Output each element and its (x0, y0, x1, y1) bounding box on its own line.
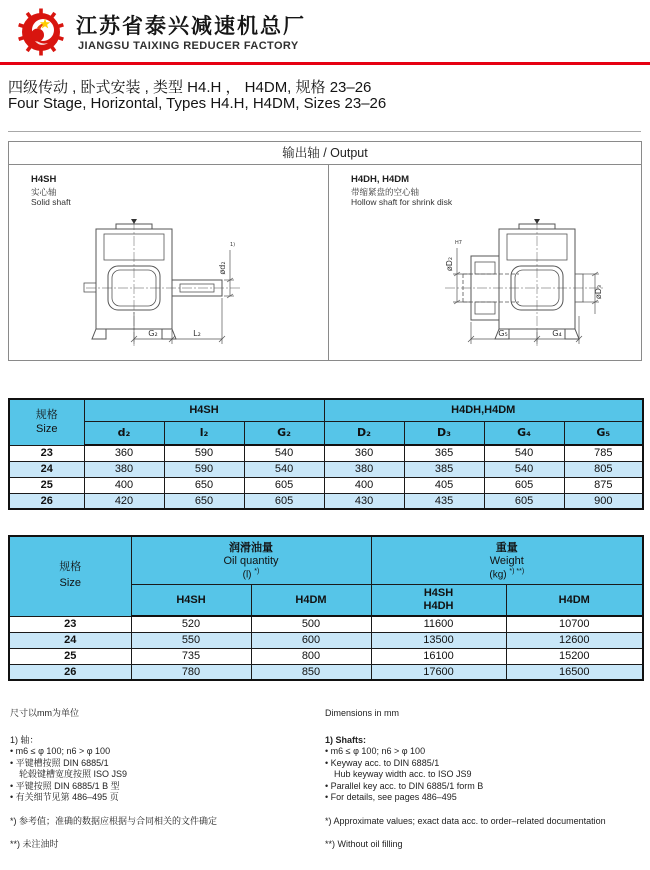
size-column-header: 规格 Size (9, 399, 84, 445)
col-header-l2: l₂ (164, 421, 244, 445)
dim-label-D2-tolerance: H7 (455, 240, 462, 246)
company-name-en: JIANGSU TAIXING REDUCER FACTORY (78, 40, 299, 52)
note-line: • 平键按照 DIN 6885/1 B 型 (10, 780, 120, 791)
table-row: 26 420 650 605 430 435 605 900 (9, 493, 643, 509)
dim-label-l2: L₂ (193, 329, 201, 338)
col-header-D3: D₃ (404, 421, 484, 445)
oil-weight-table (8, 535, 644, 681)
col-header-G5: G₅ (564, 421, 643, 445)
panel-h4dh-label-cn: 带缩紧盘的空心轴 (351, 187, 420, 197)
dimensions-table-wrap (8, 398, 644, 510)
note-line: **) 未注油时 (10, 839, 59, 849)
table-row: 26 780 850 17600 16500 (9, 664, 643, 680)
note-line: *) Approximate values; exact data acc. to order–related documentation (325, 815, 606, 826)
dim-label-g5: G₅ (498, 329, 508, 338)
col-header-G4: G₄ (484, 421, 564, 445)
size-column-header: 规格 Size (9, 536, 131, 616)
dim-note-1: 1) (230, 242, 236, 248)
note-line: • For details, see pages 486–495 (325, 792, 457, 802)
table-row: 25 400 650 605 400 405 605 875 (9, 477, 643, 493)
note-line: 轮毂键槽宽度按照 ISO JS9 (19, 769, 128, 779)
group-header-weight: 重量 Weight (kg) *) **) (371, 536, 643, 584)
dim-label-g4: G₄ (552, 329, 562, 338)
company-logo-gear-icon (14, 5, 68, 59)
note-line: • Keyway acc. to DIN 6885/1 (325, 757, 440, 768)
col-header-oil-h4sh: H4SH (131, 584, 251, 616)
note-line: **) Without oil filling (325, 839, 403, 849)
table-row: 25 735 800 16100 15200 (9, 648, 643, 664)
panel-h4dh-code: H4DH, H4DM (351, 174, 410, 185)
note-line: 尺寸以mm为单位 (10, 708, 79, 718)
note-line: • 有关细节见第 486–495 页 (10, 792, 119, 802)
panel-h4dh-label-en: Hollow shaft for shrink disk (351, 197, 453, 207)
col-header-oil-h4dm: H4DM (251, 584, 371, 616)
dim-label-D2: øD₂ (445, 256, 454, 272)
dim-label-g2: G₂ (148, 329, 158, 338)
col-header-weight-h4dm: H4DM (506, 584, 643, 616)
col-header-d2: d₂ (84, 421, 164, 445)
panel-h4dh-h4dm (329, 164, 641, 359)
note-line: Dimensions in mm (325, 708, 400, 718)
hollow-shaft-drawing (397, 216, 627, 356)
table-row: 23 520 500 11600 10700 (9, 616, 643, 632)
note-line: • m6 ≤ φ 100; n6 > φ 100 (325, 746, 426, 756)
col-header-g2: G₂ (244, 421, 324, 445)
panel-h4sh (9, 164, 328, 359)
dimensions-table (8, 398, 644, 510)
notes-cn (10, 708, 315, 851)
col-header-weight-h4sh-h4dh: H4SH H4DH (371, 584, 506, 616)
note-line: • 平键槽按照 DIN 6885/1 (10, 757, 109, 768)
output-section (8, 141, 642, 361)
panel-h4sh-label-cn: 实心轴 (31, 187, 57, 197)
table-row: 23 360 590 540 360 365 540 785 (9, 445, 643, 461)
notes-en (325, 708, 647, 851)
company-name-cn: 江苏省泰兴减速机总厂 (76, 15, 306, 38)
page-title-cn: 四级传动 , 卧式安装 , 类型 H4.H ， H4DM, 规格 23–26 (8, 79, 372, 96)
col-header-D2: D₂ (324, 421, 404, 445)
note-line: Hub keyway width acc. to ISO JS9 (334, 769, 472, 779)
note-line: *) 参考值；准确的数据应根据与合同相关的文件确定 (10, 815, 218, 826)
red-divider (0, 62, 650, 65)
table-row: 24 550 600 13500 12600 (9, 632, 643, 648)
output-section-title: 输出轴 / Output (9, 142, 641, 165)
note-line: 1) 轴： (10, 734, 39, 745)
dim-label-D3: øD₃ (594, 284, 603, 300)
group-header-h4sh: H4SH (84, 399, 324, 421)
table-row: 24 380 590 540 380 385 540 805 (9, 461, 643, 477)
panel-h4sh-label-en: Solid shaft (31, 197, 71, 207)
title-divider (8, 131, 641, 132)
page-title-en: Four Stage, Horizontal, Types H4.H, H4DM, Sizes 23–26 (8, 95, 387, 112)
note-line: • Parallel key acc. to DIN 6885/1 form B (325, 780, 484, 791)
note-line: 1) Shafts: (325, 734, 367, 745)
oil-weight-table-wrap (8, 535, 644, 681)
group-header-oil: 润滑油量 Oil quantity (l) *) (131, 536, 371, 584)
note-line: • m6 ≤ φ 100; n6 > φ 100 (10, 746, 111, 756)
dim-label-d2: ød₂ (218, 261, 227, 275)
solid-shaft-drawing (41, 216, 281, 356)
group-header-h4dh-h4dm: H4DH,H4DM (324, 399, 643, 421)
panel-h4sh-code: H4SH (31, 174, 57, 185)
